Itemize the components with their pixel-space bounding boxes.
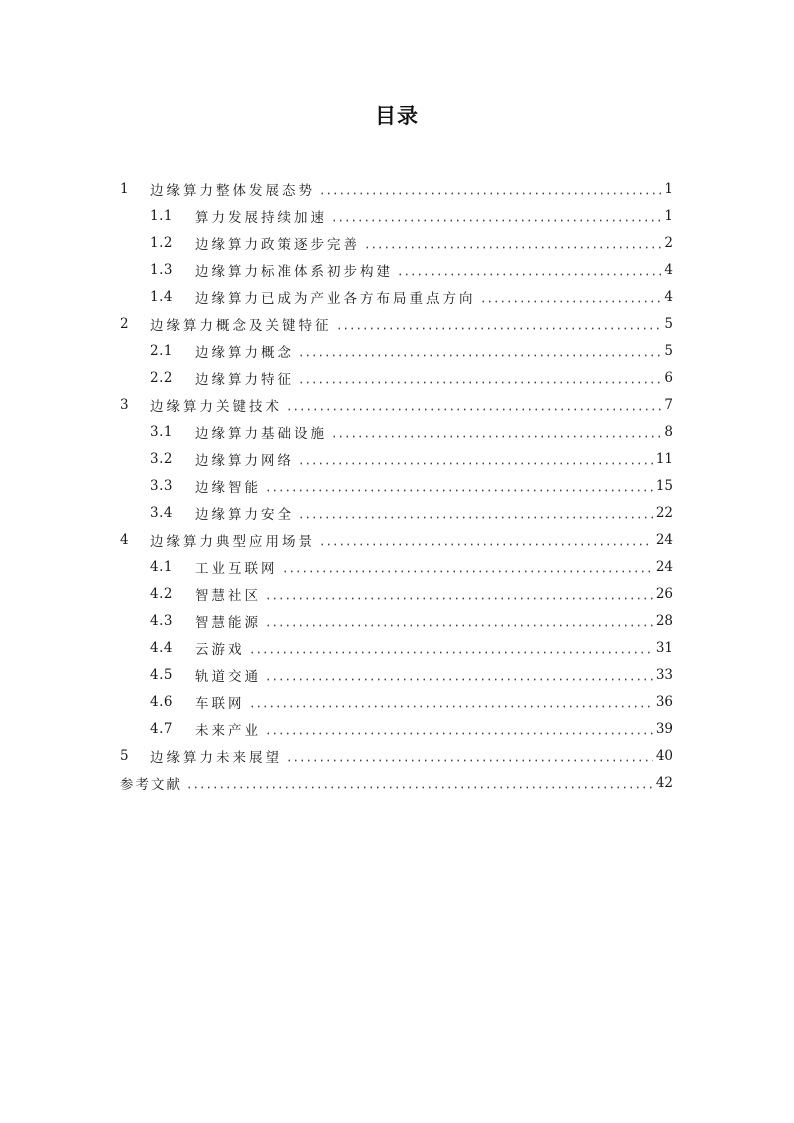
- toc-page-number: 24: [655, 531, 673, 548]
- toc-title: 边缘算力关键技术: [150, 398, 282, 415]
- toc-title: 边缘算力特征: [195, 371, 294, 388]
- toc-entry-4[interactable]: [120, 526, 673, 553]
- toc-title: 边缘智能: [195, 479, 261, 496]
- toc-page-number: 6: [664, 369, 673, 386]
- dot-leader: [298, 516, 653, 519]
- dot-leader: [286, 408, 661, 411]
- toc-entry-3[interactable]: [120, 391, 673, 418]
- toc-title: 边缘算力基础设施: [195, 425, 327, 442]
- toc-page-number: 26: [655, 585, 673, 602]
- toc-title: 轨道交通: [195, 668, 261, 685]
- toc-page-number: 4: [664, 261, 673, 278]
- dot-leader: [265, 597, 653, 600]
- toc-page-number: 5: [664, 315, 673, 332]
- toc-title: 边缘算力政策逐步完善: [195, 236, 360, 253]
- toc-number: 4.2: [150, 585, 173, 602]
- toc-page-number: 36: [655, 693, 673, 710]
- toc-number: 5: [120, 747, 130, 764]
- toc-entry-references[interactable]: [120, 769, 673, 796]
- toc-entry-4-4[interactable]: [120, 634, 673, 661]
- toc-page-number: 15: [655, 477, 673, 494]
- dot-leader: [298, 462, 653, 465]
- dot-leader: [397, 273, 661, 276]
- toc-number: 4.3: [150, 612, 173, 629]
- dot-leader: [298, 381, 661, 384]
- toc-entry-1-1[interactable]: [120, 202, 673, 229]
- toc-entry-3-4[interactable]: [120, 499, 673, 526]
- toc-entry-4-3[interactable]: [120, 607, 673, 634]
- page-title: 目录: [375, 104, 419, 128]
- toc-page-number: 2: [664, 234, 673, 251]
- dot-leader: [265, 732, 653, 735]
- toc-number: 2.2: [150, 369, 173, 386]
- toc-number: 4.5: [150, 666, 173, 683]
- toc-page-number: 7: [664, 396, 673, 413]
- dot-leader: [249, 651, 653, 654]
- table-of-contents: [120, 175, 673, 796]
- toc-entry-4-2[interactable]: [120, 580, 673, 607]
- dot-leader: [249, 705, 653, 708]
- toc-entry-5[interactable]: [120, 742, 673, 769]
- dot-leader: [336, 327, 662, 330]
- dot-leader: [331, 219, 661, 222]
- toc-title: 车联网: [195, 695, 245, 712]
- toc-page-number: 24: [655, 558, 673, 575]
- toc-number: 4.1: [150, 558, 173, 575]
- toc-number: 4.7: [150, 720, 173, 737]
- toc-number: 3: [120, 396, 130, 413]
- dot-leader: [319, 543, 653, 546]
- toc-page-number: 1: [664, 207, 673, 224]
- toc-title: 边缘算力典型应用场景: [150, 533, 315, 550]
- toc-page-number: 11: [655, 450, 673, 467]
- toc-title: 未来产业: [195, 722, 261, 739]
- toc-title: 云游戏: [195, 641, 245, 658]
- toc-number: 4.6: [150, 693, 173, 710]
- toc-page-number: 1: [664, 180, 673, 197]
- toc-title: 参考文献: [120, 776, 182, 793]
- dot-leader: [265, 678, 653, 681]
- toc-number: 3.2: [150, 450, 173, 467]
- toc-number: 1.1: [150, 207, 173, 224]
- toc-number: 2: [120, 315, 130, 332]
- toc-title: 边缘算力概念及关键特征: [150, 317, 332, 334]
- toc-page-number: 40: [655, 747, 673, 764]
- toc-entry-3-3[interactable]: [120, 472, 673, 499]
- toc-number: 4: [120, 531, 130, 548]
- toc-number: 3.1: [150, 423, 173, 440]
- toc-title: 边缘算力概念: [195, 344, 294, 361]
- toc-title: 边缘算力已成为产业各方布局重点方向: [195, 290, 476, 307]
- dot-leader: [265, 489, 653, 492]
- toc-title: 工业互联网: [195, 560, 278, 577]
- toc-page-number: 31: [655, 639, 673, 656]
- toc-entry-3-2[interactable]: [120, 445, 673, 472]
- toc-page-number: 8: [664, 423, 673, 440]
- toc-entry-4-6[interactable]: [120, 688, 673, 715]
- toc-entry-1-2[interactable]: [120, 229, 673, 256]
- toc-page-number: 28: [655, 612, 673, 629]
- toc-number: 1: [120, 180, 130, 197]
- toc-title: 边缘算力未来展望: [150, 749, 282, 766]
- toc-entry-2-1[interactable]: [120, 337, 673, 364]
- toc-title: 算力发展持续加速: [195, 209, 327, 226]
- dot-leader: [319, 192, 661, 195]
- dot-leader: [331, 435, 661, 438]
- toc-entry-1[interactable]: [120, 175, 673, 202]
- toc-page-number: 4: [664, 288, 673, 305]
- toc-entry-3-1[interactable]: [120, 418, 673, 445]
- toc-number: 4.4: [150, 639, 173, 656]
- toc-number: 1.3: [150, 261, 173, 278]
- toc-page-number: 5: [664, 342, 673, 359]
- dot-leader: [286, 759, 653, 762]
- toc-entry-1-3[interactable]: [120, 256, 673, 283]
- toc-entry-4-7[interactable]: [120, 715, 673, 742]
- toc-title: 边缘算力网络: [195, 452, 294, 469]
- toc-title: 边缘算力标准体系初步构建: [195, 263, 393, 280]
- dot-leader: [298, 354, 661, 357]
- toc-number: 1.2: [150, 234, 173, 251]
- toc-page-number: 22: [655, 504, 673, 521]
- toc-title: 边缘算力整体发展态势: [150, 182, 315, 199]
- toc-number: 2.1: [150, 342, 173, 359]
- toc-entry-1-4[interactable]: [120, 283, 673, 310]
- dot-leader: [282, 570, 653, 573]
- toc-entry-4-5[interactable]: [120, 661, 673, 688]
- toc-number: 3.4: [150, 504, 173, 521]
- dot-leader: [364, 246, 661, 249]
- toc-page-number: 33: [655, 666, 673, 683]
- dot-leader: [480, 300, 662, 303]
- toc-page-number: 42: [655, 774, 673, 791]
- dot-leader: [265, 624, 653, 627]
- toc-page-number: 39: [655, 720, 673, 737]
- toc-title: 智慧社区: [195, 587, 261, 604]
- toc-number: 3.3: [150, 477, 173, 494]
- toc-number: 1.4: [150, 288, 173, 305]
- toc-title: 智慧能源: [195, 614, 261, 631]
- toc-entry-2-2[interactable]: [120, 364, 673, 391]
- toc-title: 边缘算力安全: [195, 506, 294, 523]
- toc-entry-4-1[interactable]: [120, 553, 673, 580]
- toc-entry-2[interactable]: [120, 310, 673, 337]
- dot-leader: [186, 786, 653, 789]
